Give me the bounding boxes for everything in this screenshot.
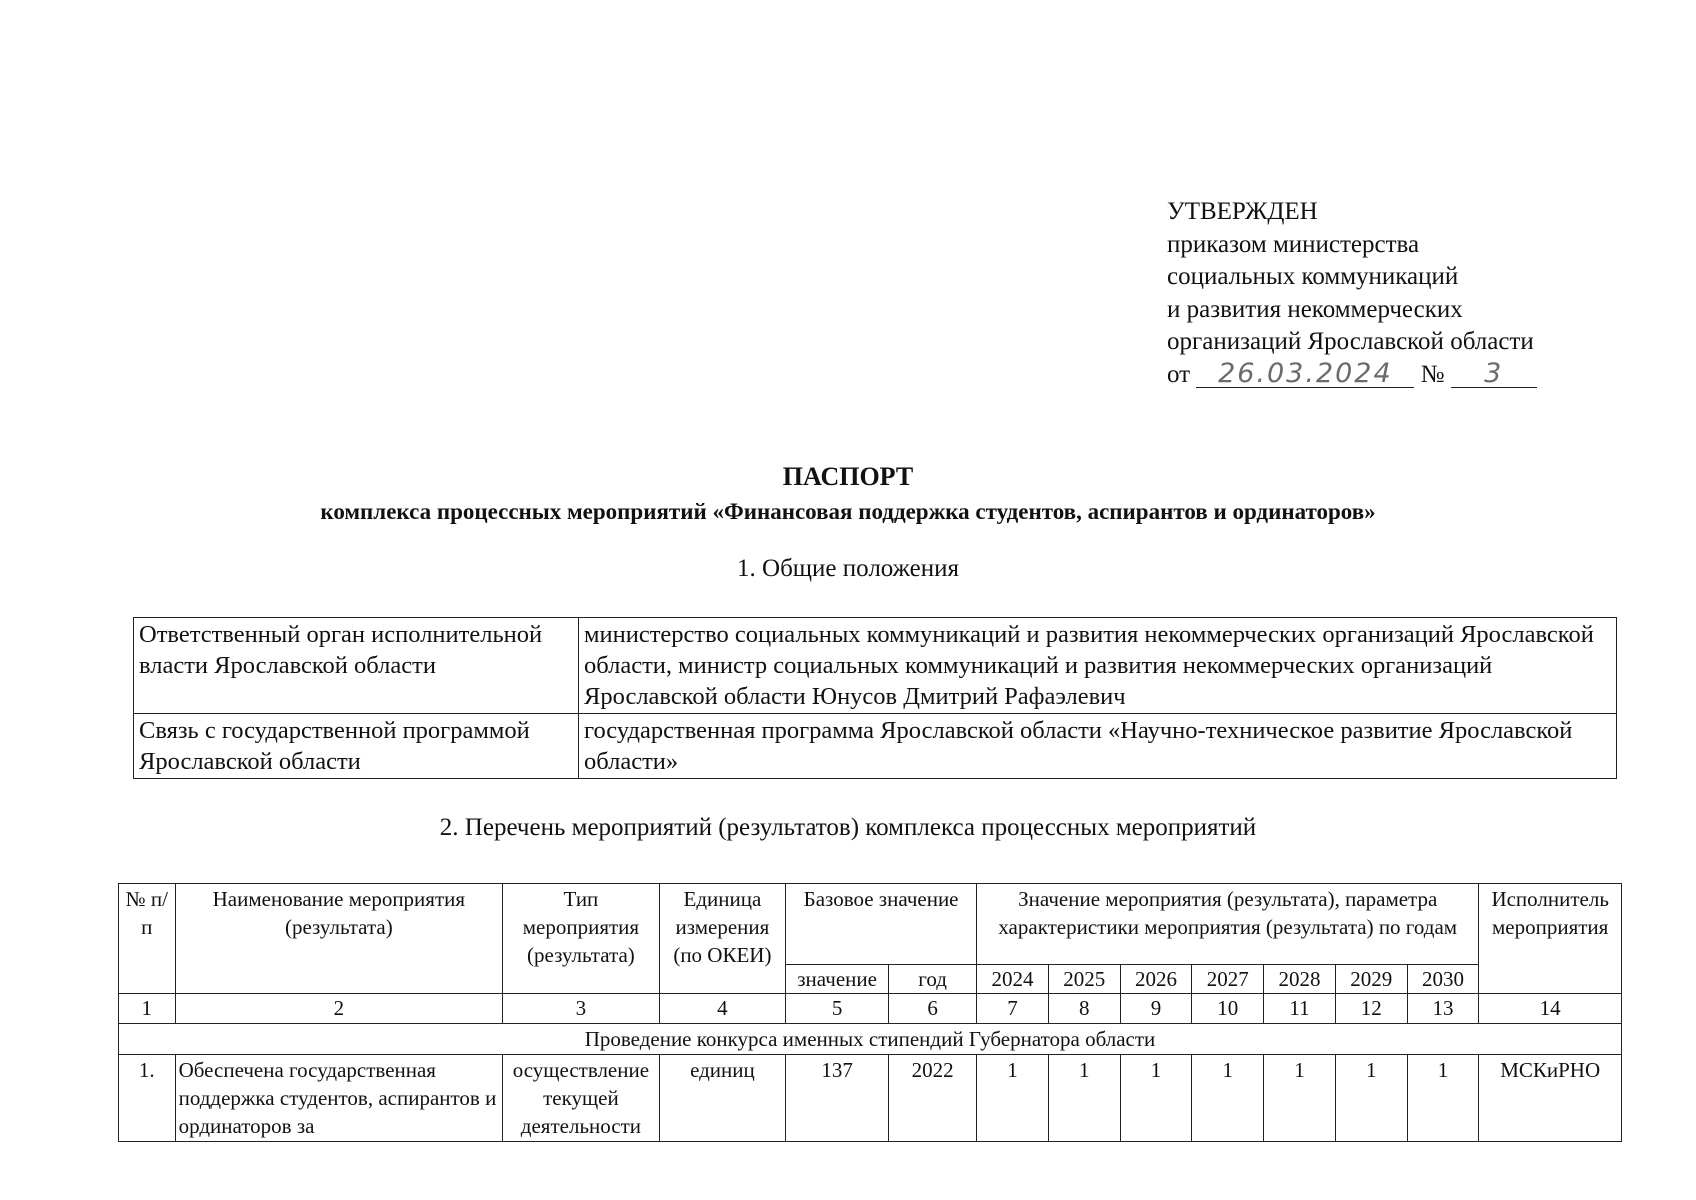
handwritten-number: 3	[1451, 361, 1537, 388]
row-value-2029: 1	[1335, 1055, 1407, 1142]
activities-table	[118, 883, 1622, 1142]
table-row	[119, 1055, 1622, 1142]
document-subtitle: комплекса процессных мероприятий «Финансовая поддержка студентов, аспирантов и ординаторов»	[320, 499, 1376, 524]
row-label: Связь с государственной программой Ярославской области	[134, 714, 579, 779]
header-year: 2024	[977, 965, 1049, 994]
handwritten-date: 26.03.2024	[1196, 361, 1414, 388]
column-number: 2	[175, 994, 502, 1024]
column-number: 14	[1479, 994, 1622, 1024]
approval-line: организаций Ярославской области	[1167, 328, 1534, 355]
column-number: 12	[1335, 994, 1407, 1024]
table-row	[134, 714, 1617, 779]
row-base-value: 137	[786, 1055, 889, 1142]
column-number: 6	[889, 994, 977, 1024]
column-number: 5	[786, 994, 889, 1024]
column-number: 3	[503, 994, 660, 1024]
column-number: 9	[1120, 994, 1192, 1024]
header-year: 2028	[1264, 965, 1336, 994]
header-year: 2026	[1120, 965, 1192, 994]
header-year: 2030	[1407, 965, 1479, 994]
approval-line: социальных коммуникаций	[1167, 263, 1459, 290]
header-values: Значение мероприятия (результата), параметра характеристики мероприятия (результата) по годам	[977, 884, 1479, 965]
column-number: 1	[119, 994, 176, 1024]
row-value-2030: 1	[1407, 1055, 1479, 1142]
row-base-year: 2022	[889, 1055, 977, 1142]
number-prefix: №	[1420, 360, 1445, 388]
column-number: 13	[1407, 994, 1479, 1024]
row-unit: единиц	[659, 1055, 785, 1142]
column-number: 10	[1192, 994, 1264, 1024]
header-base-value: значение	[786, 965, 889, 994]
section1-heading: 1. Общие положения	[737, 555, 959, 582]
approval-heading: УТВЕРЖДЕН	[1167, 198, 1318, 225]
row-value: министерство социальных коммуникаций и развития некоммерческих организаций Ярославской области, министр социальных коммуникаций и развития некоммерческих организаций Ярославской области Юнусов Дмитрий Рафаэлевич	[579, 618, 1617, 714]
row-value-2025: 1	[1048, 1055, 1120, 1142]
column-number: 8	[1048, 994, 1120, 1024]
row-type: осуществление текущей деятельности	[503, 1055, 660, 1142]
table-row	[134, 618, 1617, 714]
approval-line: приказом министерства	[1167, 230, 1420, 258]
row-num: 1.	[119, 1055, 176, 1142]
column-number: 7	[977, 994, 1049, 1024]
row-value-2026: 1	[1120, 1055, 1192, 1142]
document-title: ПАСПОРТ	[782, 462, 914, 491]
header-year: 2027	[1192, 965, 1264, 994]
approval-stamp	[1167, 196, 1537, 391]
row-value-2028: 1	[1264, 1055, 1336, 1142]
header-unit: Единица измерения (по ОКЕИ)	[659, 884, 785, 994]
row-value-2024: 1	[977, 1055, 1049, 1142]
header-row	[119, 884, 1622, 965]
header-year: 2025	[1048, 965, 1120, 994]
group-title: Проведение конкурса именных стипендий Губернатора области	[119, 1024, 1622, 1055]
section2-heading: 2. Перечень мероприятий (результатов) комплекса процессных мероприятий	[439, 814, 1257, 841]
column-number: 11	[1264, 994, 1336, 1024]
row-name: Обеспечена государственная поддержка студентов, аспирантов и ординаторов за	[175, 1055, 502, 1142]
approval-date-line	[1167, 359, 1537, 392]
header-base-year: год	[889, 965, 977, 994]
column-number-row	[119, 994, 1622, 1024]
row-executor: МСКиРНО	[1479, 1055, 1622, 1142]
header-name: Наименование мероприятия (результата)	[175, 884, 502, 994]
group-row	[119, 1024, 1622, 1055]
column-number: 4	[659, 994, 785, 1024]
header-type: Тип мероприятия (результата)	[503, 884, 660, 994]
header-base: Базовое значение	[786, 884, 977, 965]
date-prefix: от	[1167, 360, 1191, 388]
row-value-2027: 1	[1192, 1055, 1264, 1142]
header-num: № п/п	[119, 884, 176, 994]
row-label: Ответственный орган исполнительной власти Ярославской области	[134, 618, 579, 714]
header-year: 2029	[1335, 965, 1407, 994]
row-value: государственная программа Ярославской области «Научно-техническое развитие Ярославской области»	[579, 714, 1617, 779]
general-provisions-table	[133, 617, 1617, 779]
approval-line: и развития некоммерческих	[1167, 295, 1463, 323]
header-executor: Исполнитель мероприятия	[1479, 884, 1622, 994]
